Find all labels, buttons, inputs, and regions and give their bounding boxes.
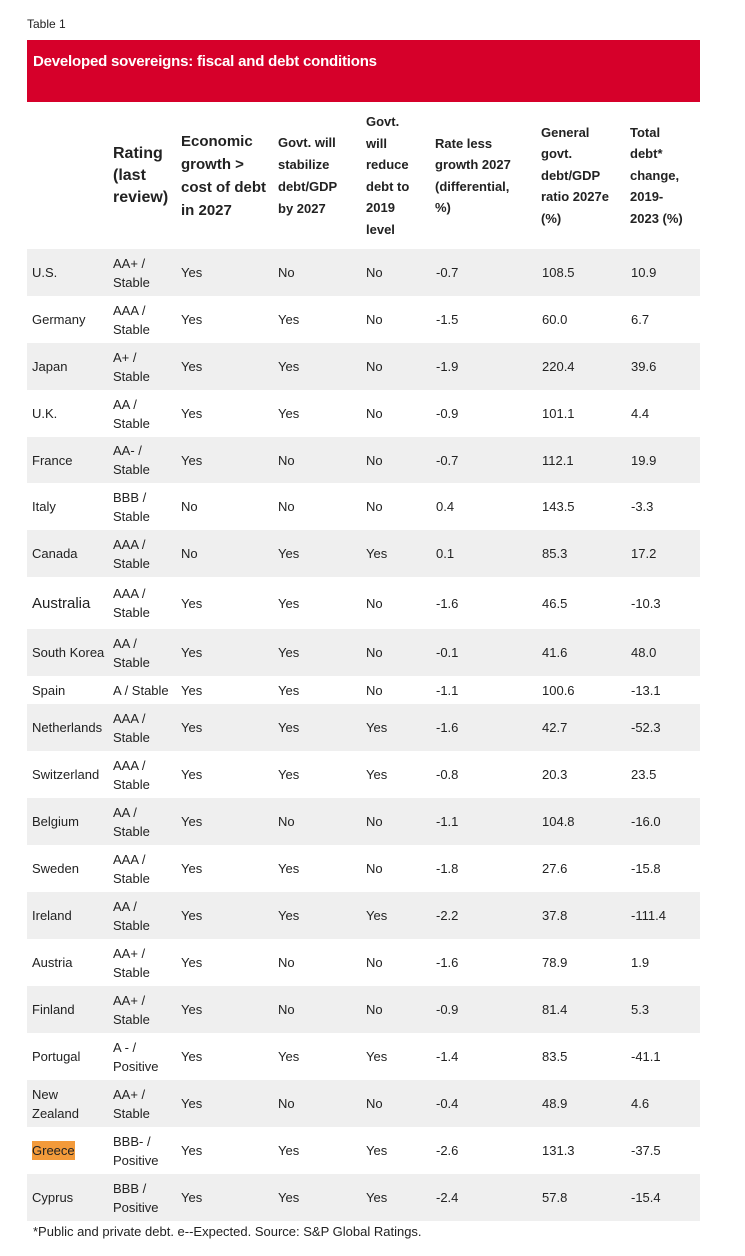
cell-reduce: No xyxy=(366,861,383,876)
header-line: Total xyxy=(630,124,661,140)
cell-reduce: Yes xyxy=(366,908,388,923)
cell-debt: 78.9 xyxy=(542,955,568,970)
cell-growth: Yes xyxy=(181,452,203,468)
header-line: General xyxy=(541,124,590,140)
header-line: debt* xyxy=(630,146,663,162)
cell-country xyxy=(32,629,104,676)
country-line: South Korea xyxy=(32,645,105,660)
cell-change: 4.4 xyxy=(631,406,650,421)
rating-line: BBB / xyxy=(113,489,147,505)
cell-growth: No xyxy=(181,499,198,514)
cell-rate: -1.4 xyxy=(436,1049,459,1064)
cell-rating xyxy=(113,577,150,629)
cell-reduce: No xyxy=(366,645,383,660)
cell-growth: Yes xyxy=(181,908,203,923)
cell-change: -3.3 xyxy=(631,499,654,514)
cell-change: -52.3 xyxy=(631,720,661,735)
header-line: will xyxy=(366,135,387,151)
rating-line: AA / xyxy=(113,635,137,651)
cell-debt: 101.1 xyxy=(542,406,575,421)
cell-stabilize: No xyxy=(278,814,295,829)
table-row xyxy=(27,437,700,483)
rating-line: A+ / xyxy=(113,349,137,365)
table-row xyxy=(27,1127,700,1174)
cell-country xyxy=(32,704,102,751)
cell-reduce: No xyxy=(366,499,383,514)
cell-rating xyxy=(113,676,169,704)
cell-stabilize: Yes xyxy=(278,682,300,698)
header-line: (%) xyxy=(541,210,562,226)
header-line: debt/GDP xyxy=(541,167,601,183)
cell-rate: -0.7 xyxy=(436,265,459,280)
cell-growth: Yes xyxy=(181,265,203,280)
country-line: Portugal xyxy=(32,1049,81,1064)
cell-rate: -0.7 xyxy=(436,452,459,468)
cell-debt: 100.6 xyxy=(542,682,575,698)
rating-line: Stable xyxy=(113,274,150,290)
table-title: Developed sovereigns: fiscal and debt conditions xyxy=(33,53,377,70)
cell-rate: -2.2 xyxy=(436,908,459,923)
cell-rate: -1.5 xyxy=(436,312,459,327)
rating-line: Stable xyxy=(113,823,150,839)
cell-rating xyxy=(113,798,150,845)
cell-debt: 85.3 xyxy=(542,546,568,561)
table-body xyxy=(27,249,700,1221)
table-footnote: *Public and private debt. e--Expected. Source: S&P Global Ratings. xyxy=(33,1224,422,1239)
cell-reduce: No xyxy=(366,955,383,970)
cell-debt: 108.5 xyxy=(542,265,575,280)
header-line: by 2027 xyxy=(278,200,326,216)
cell-reduce: No xyxy=(366,595,383,611)
cell-country xyxy=(32,577,90,629)
table-title-banner xyxy=(27,40,700,102)
cell-rating xyxy=(113,629,150,676)
table-row xyxy=(27,1033,700,1080)
header-line: 2019- xyxy=(630,189,664,205)
cell-stabilize: Yes xyxy=(278,312,300,327)
cell-rating xyxy=(113,845,150,892)
cell-growth: Yes xyxy=(181,767,203,782)
country-line: Austria xyxy=(32,955,73,970)
cell-reduce: Yes xyxy=(366,1190,388,1205)
cell-stabilize: No xyxy=(278,499,295,514)
cell-reduce: No xyxy=(366,1002,383,1017)
cell-country xyxy=(32,986,75,1033)
cell-change: -37.5 xyxy=(631,1143,661,1158)
cell-stabilize: Yes xyxy=(278,595,300,611)
cell-debt: 112.1 xyxy=(542,452,574,468)
cell-growth: Yes xyxy=(181,406,203,421)
header-line: (differential, xyxy=(435,178,510,194)
cell-rate: 0.1 xyxy=(436,546,455,561)
country-line: Japan xyxy=(32,359,68,374)
country-line: Canada xyxy=(32,546,78,561)
country-line: New xyxy=(32,1086,59,1102)
table-row xyxy=(27,483,700,530)
cell-change: 10.9 xyxy=(631,265,657,280)
cell-change: -10.3 xyxy=(631,595,661,611)
header-line: Govt. xyxy=(366,114,400,129)
table-caption: Table 1 xyxy=(27,17,66,31)
cell-reduce: No xyxy=(366,452,383,468)
cell-rate: -1.1 xyxy=(436,682,459,698)
cell-rate: -2.4 xyxy=(436,1190,459,1205)
header-line: Rating xyxy=(113,144,163,162)
header-line: ratio 2027e xyxy=(541,189,609,205)
rating-line: BBB- / xyxy=(113,1133,151,1149)
header-line: growth > xyxy=(181,155,244,173)
country-line: Cyprus xyxy=(32,1190,74,1205)
cell-rating xyxy=(113,1127,159,1174)
cell-stabilize: Yes xyxy=(278,720,300,735)
cell-change: 48.0 xyxy=(631,645,657,660)
header-line: (last xyxy=(113,166,146,184)
rating-line: AAA / xyxy=(113,851,146,867)
cell-growth: Yes xyxy=(181,1143,203,1158)
header-line: growth 2027 xyxy=(435,157,511,172)
rating-line: AA+ / xyxy=(113,1086,146,1102)
cell-debt: 104.8 xyxy=(542,814,575,829)
cell-country xyxy=(32,530,78,577)
cell-stabilize: Yes xyxy=(278,359,300,374)
rating-line: Stable xyxy=(113,605,150,620)
rating-line: Stable xyxy=(113,415,150,431)
table-row xyxy=(27,798,700,845)
cell-change: -13.1 xyxy=(631,682,661,698)
cell-reduce: No xyxy=(366,406,383,421)
cell-growth: Yes xyxy=(181,359,203,374)
cell-country xyxy=(32,343,67,390)
cell-country xyxy=(32,483,56,530)
cell-country xyxy=(32,296,85,343)
header-line: cost of debt xyxy=(181,178,266,196)
country-line: Ireland xyxy=(32,908,72,923)
table-row xyxy=(27,577,700,629)
cell-rate: -0.4 xyxy=(436,1096,459,1111)
header-line: Economic xyxy=(181,132,253,150)
sovereign-table xyxy=(27,102,700,1221)
cell-country xyxy=(32,939,72,986)
cell-growth: Yes xyxy=(181,861,203,876)
cell-debt: 41.6 xyxy=(542,645,568,660)
cell-change: 6.7 xyxy=(631,312,650,327)
cell-rate: -1.6 xyxy=(436,720,459,735)
rating-line: AA+ / xyxy=(113,945,146,961)
cell-stabilize: No xyxy=(278,1002,295,1017)
table-row xyxy=(27,1080,700,1127)
cell-rate: -1.8 xyxy=(436,861,459,876)
rating-line: Stable xyxy=(113,654,150,670)
rating-line: A - / xyxy=(113,1039,137,1055)
country-line: France xyxy=(32,452,73,468)
cell-change: -16.0 xyxy=(631,814,661,829)
cell-rating xyxy=(113,704,150,751)
cell-reduce: Yes xyxy=(366,1143,388,1158)
table-row xyxy=(27,390,700,437)
cell-rating xyxy=(113,986,150,1033)
cell-debt: 46.5 xyxy=(542,595,568,611)
cell-rating xyxy=(113,892,150,939)
rating-line: Stable xyxy=(113,870,150,886)
table-row xyxy=(27,296,700,343)
cell-stabilize: No xyxy=(278,955,295,970)
rating-line: Stable xyxy=(113,555,150,571)
header-line: Govt. will xyxy=(278,134,336,150)
rating-line: Stable xyxy=(113,1105,150,1121)
table-row xyxy=(27,845,700,892)
cell-change: 5.3 xyxy=(631,1002,650,1017)
cell-rate: -1.6 xyxy=(436,595,459,611)
header-line: debt to xyxy=(366,178,410,194)
table-row xyxy=(27,986,700,1033)
header-rating xyxy=(113,102,181,249)
cell-rating xyxy=(113,939,150,986)
cell-debt: 131.3 xyxy=(542,1143,575,1158)
table-row xyxy=(27,751,700,798)
cell-debt: 143.5 xyxy=(542,499,575,514)
header-line: review) xyxy=(113,188,169,206)
rating-line: Stable xyxy=(113,729,150,745)
cell-growth: Yes xyxy=(181,312,203,327)
cell-country xyxy=(32,249,57,296)
cell-change: -111.4 xyxy=(631,908,666,923)
cell-debt: 48.9 xyxy=(542,1096,568,1111)
table-row xyxy=(27,704,700,751)
cell-rating xyxy=(113,343,150,390)
country-line: U.S. xyxy=(32,265,58,280)
header-line: change, xyxy=(630,167,680,183)
cell-rating xyxy=(113,296,150,343)
header-line: reduce xyxy=(366,157,409,172)
cell-change: -15.4 xyxy=(631,1190,661,1205)
cell-debt: 83.5 xyxy=(542,1049,568,1064)
cell-growth: Yes xyxy=(181,682,203,698)
cell-change: 39.6 xyxy=(631,359,657,374)
country-line: Finland xyxy=(32,1002,75,1017)
rating-line: AA+ / xyxy=(113,992,146,1008)
rating-line: Positive xyxy=(113,1058,159,1074)
country-line: Spain xyxy=(32,682,66,698)
rating-line: AAA / xyxy=(113,536,146,552)
cell-rate: -0.1 xyxy=(436,645,459,660)
rating-line: AAA / xyxy=(113,757,146,773)
cell-growth: Yes xyxy=(181,955,203,970)
rating-line: AA- / xyxy=(113,443,142,458)
cell-stabilize: Yes xyxy=(278,1190,300,1205)
cell-growth: Yes xyxy=(181,645,203,660)
rating-line: Stable xyxy=(113,917,150,933)
cell-rate: -1.1 xyxy=(436,814,459,829)
country-line: U.K. xyxy=(32,406,58,421)
header-reduce xyxy=(366,102,435,249)
rating-line: Stable xyxy=(113,462,150,477)
rating-line: AA / xyxy=(113,396,137,412)
cell-growth: Yes xyxy=(181,1002,203,1017)
cell-stabilize: Yes xyxy=(278,908,300,923)
cell-rating xyxy=(113,1174,159,1221)
cell-stabilize: No xyxy=(278,1096,295,1111)
cell-stabilize: Yes xyxy=(278,406,300,421)
country-line: Sweden xyxy=(32,861,79,876)
cell-growth: No xyxy=(181,546,198,561)
cell-stabilize: Yes xyxy=(278,1049,300,1064)
header-line: stabilize xyxy=(278,156,330,172)
cell-country xyxy=(32,1080,79,1127)
cell-growth: Yes xyxy=(181,595,203,611)
table-row xyxy=(27,892,700,939)
rating-line: AAA / xyxy=(113,710,146,726)
cell-debt: 20.3 xyxy=(542,767,568,782)
cell-change: -41.1 xyxy=(631,1049,661,1064)
rating-line: AA / xyxy=(113,898,137,914)
table-row xyxy=(27,343,700,390)
cell-rating xyxy=(113,249,150,296)
cell-rate: 0.4 xyxy=(436,499,455,514)
rating-line: AA+ / xyxy=(113,255,146,271)
header-line: govt. xyxy=(541,146,573,162)
cell-growth: Yes xyxy=(181,1096,203,1111)
cell-country xyxy=(32,798,79,845)
header-debt-gdp xyxy=(541,102,630,249)
cell-debt: 220.4 xyxy=(542,359,575,374)
cell-country xyxy=(32,437,72,483)
cell-reduce: No xyxy=(366,682,383,698)
cell-country xyxy=(32,751,99,798)
cell-debt: 42.7 xyxy=(542,720,568,735)
cell-reduce: Yes xyxy=(366,1049,388,1064)
cell-stabilize: Yes xyxy=(278,767,300,782)
cell-debt: 27.6 xyxy=(542,861,568,876)
rating-line: Stable xyxy=(113,1011,150,1027)
cell-reduce: No xyxy=(366,814,383,829)
cell-growth: Yes xyxy=(181,1190,203,1205)
rating-line: Stable xyxy=(113,964,150,980)
header-line: %) xyxy=(435,200,451,215)
cell-change: 23.5 xyxy=(631,767,657,782)
cell-debt: 81.4 xyxy=(542,1002,568,1017)
cell-stabilize: No xyxy=(278,452,295,468)
country-line: Greece xyxy=(32,1143,75,1158)
cell-rating xyxy=(113,437,150,483)
header-line: level xyxy=(366,221,395,237)
rating-line: A / Stable xyxy=(113,682,169,698)
cell-rating xyxy=(113,483,150,530)
rating-line: Positive xyxy=(113,1152,159,1168)
header-line: Rate less xyxy=(435,135,493,151)
rating-line: Stable xyxy=(113,321,150,337)
header-rate-less-growth xyxy=(435,102,541,249)
cell-change: 17.2 xyxy=(631,546,657,561)
country-line: Switzerland xyxy=(32,767,100,782)
rating-line: Stable xyxy=(113,508,150,524)
header-line: 2023 (%) xyxy=(630,210,683,226)
header-economic-growth xyxy=(181,102,278,249)
cell-reduce: No xyxy=(366,1096,383,1111)
cell-stabilize: No xyxy=(278,265,295,280)
cell-rate: -1.9 xyxy=(436,359,459,374)
country-line: Australia xyxy=(32,594,91,612)
cell-country xyxy=(32,845,79,892)
cell-reduce: No xyxy=(366,312,383,327)
header-line: in 2027 xyxy=(181,201,232,219)
header-line: debt/GDP xyxy=(278,178,338,194)
cell-stabilize: Yes xyxy=(278,645,300,660)
cell-stabilize: Yes xyxy=(278,546,300,561)
table-row xyxy=(27,676,700,704)
table-header-row xyxy=(27,102,700,249)
cell-rating xyxy=(113,390,150,437)
rating-line: Positive xyxy=(113,1199,159,1215)
country-line: Netherlands xyxy=(32,720,103,735)
cell-change: 1.9 xyxy=(631,955,650,970)
cell-change: 19.9 xyxy=(631,452,657,468)
cell-reduce: Yes xyxy=(366,720,388,735)
cell-rating xyxy=(113,1080,150,1127)
cell-reduce: No xyxy=(366,359,383,374)
table-row xyxy=(27,530,700,577)
cell-rating xyxy=(113,1033,159,1080)
cell-rating xyxy=(113,751,150,798)
country-line: Italy xyxy=(32,499,56,514)
cell-country xyxy=(32,676,65,704)
rating-line: Stable xyxy=(113,368,150,384)
cell-country xyxy=(32,892,72,939)
cell-growth: Yes xyxy=(181,720,203,735)
cell-debt: 60.0 xyxy=(542,312,568,327)
cell-rate: -1.6 xyxy=(436,955,459,970)
cell-change: 4.6 xyxy=(631,1096,650,1111)
rating-line: Stable xyxy=(113,776,150,792)
table-row xyxy=(27,939,700,986)
country-line: Zealand xyxy=(32,1105,79,1121)
cell-country xyxy=(32,1174,73,1221)
country-line: Belgium xyxy=(32,814,79,829)
rating-line: BBB / xyxy=(113,1180,147,1196)
table-row xyxy=(27,629,700,676)
cell-growth: Yes xyxy=(181,1049,203,1064)
cell-rating xyxy=(113,530,150,577)
cell-rate: -2.6 xyxy=(436,1143,459,1158)
cell-change: -15.8 xyxy=(631,861,661,876)
cell-stabilize: Yes xyxy=(278,1143,300,1158)
rating-line: AAA / xyxy=(113,586,146,601)
cell-country xyxy=(32,1127,75,1174)
cell-growth: Yes xyxy=(181,814,203,829)
rating-line: AAA / xyxy=(113,302,146,318)
header-line: 2019 xyxy=(366,200,395,215)
header-debt-change xyxy=(630,102,700,249)
cell-country xyxy=(32,1033,80,1080)
table-row xyxy=(27,1174,700,1221)
cell-debt: 57.8 xyxy=(542,1190,568,1205)
cell-stabilize: Yes xyxy=(278,861,300,876)
cell-reduce: No xyxy=(366,265,383,280)
cell-country xyxy=(32,390,57,437)
rating-line: AA / xyxy=(113,804,137,820)
cell-reduce: Yes xyxy=(366,546,388,561)
country-line: Germany xyxy=(32,312,86,327)
header-stabilize xyxy=(278,102,366,249)
table-row xyxy=(27,249,700,296)
cell-debt: 37.8 xyxy=(542,908,568,923)
cell-rate: -0.9 xyxy=(436,406,459,421)
cell-rate: -0.8 xyxy=(436,767,459,782)
cell-reduce: Yes xyxy=(366,767,388,782)
cell-rate: -0.9 xyxy=(436,1002,459,1017)
